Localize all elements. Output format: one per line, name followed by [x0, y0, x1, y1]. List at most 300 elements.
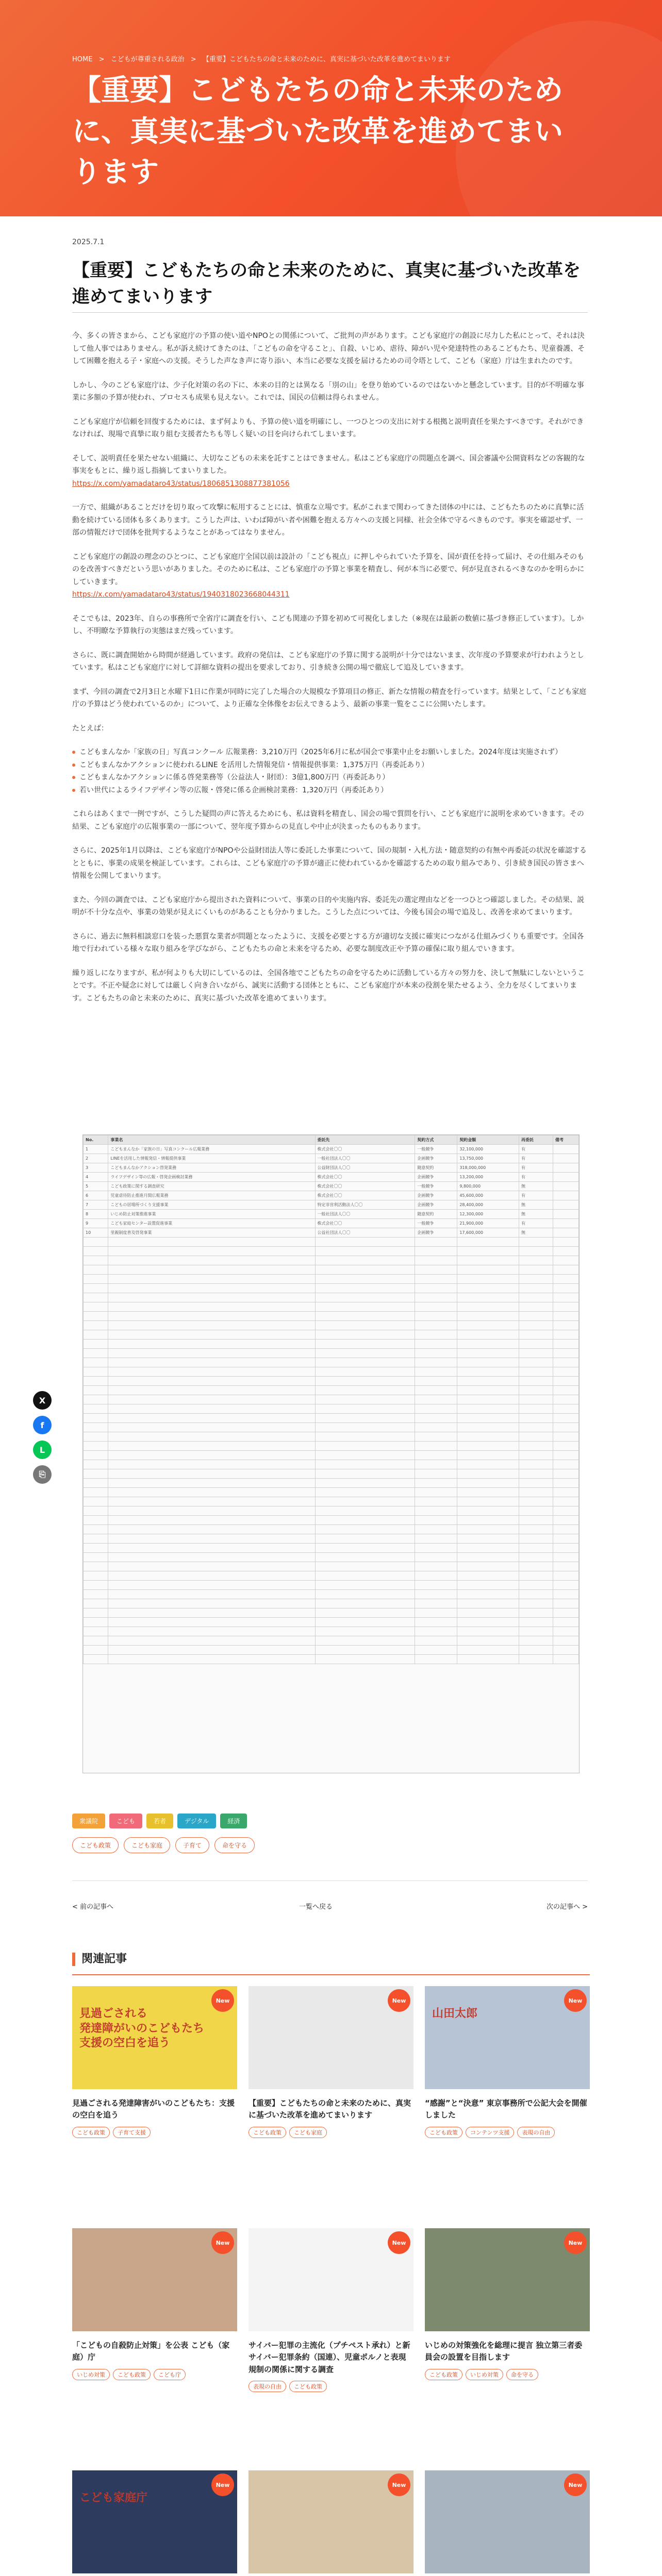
- new-badge: New: [564, 1989, 587, 2012]
- table-row: [84, 1173, 579, 1182]
- table-cell: [108, 1516, 315, 1525]
- table-cell: [415, 1460, 457, 1469]
- table-cell: [457, 1340, 519, 1349]
- twitter-link[interactable]: https://x.com/yamadataro43/status/1940318023668044311: [72, 590, 290, 599]
- table-cell: [84, 1312, 108, 1321]
- table-cell: [84, 1655, 108, 1664]
- table-cell: [84, 1544, 108, 1553]
- table-cell: 32,100,000: [457, 1145, 519, 1154]
- table-cell: [519, 1432, 553, 1442]
- table-cell: [108, 1571, 315, 1581]
- table-cell: [315, 1330, 415, 1340]
- table-cell: [84, 1349, 108, 1358]
- table-cell: [457, 1247, 519, 1256]
- tag[interactable]: 経済: [220, 1814, 247, 1828]
- budget-table: [83, 1135, 579, 1664]
- category-chip[interactable]: 子育て支援: [113, 2127, 151, 2138]
- tag[interactable]: 衆議院: [72, 1814, 105, 1828]
- category-chip[interactable]: こども家庭: [289, 2127, 327, 2138]
- table-cell: [315, 1562, 415, 1571]
- table-cell: [457, 1367, 519, 1377]
- table-row: [84, 1247, 579, 1256]
- related-thumbnail: [72, 1986, 237, 2089]
- table-cell: [108, 1655, 315, 1664]
- table-cell: 有: [519, 1145, 553, 1154]
- table-cell: 企画競争: [415, 1228, 457, 1238]
- table-cell: [415, 1618, 457, 1627]
- table-cell: [84, 1238, 108, 1247]
- table-cell: [553, 1377, 578, 1386]
- table-cell: [553, 1404, 578, 1414]
- table-cell: 3: [84, 1163, 108, 1173]
- list-item: 若い世代によるライフデザイン等の広報・啓発に係る企画検討業務：1,320万円（再委託あり）: [72, 784, 588, 797]
- table-cell: [415, 1599, 457, 1608]
- table-cell: [84, 1506, 108, 1516]
- table-cell: [415, 1386, 457, 1395]
- category-chip[interactable]: こども政策: [289, 2381, 327, 2392]
- table-cell: [457, 1423, 519, 1432]
- table-cell: [457, 1479, 519, 1488]
- table-cell: [553, 1219, 578, 1228]
- category-chip[interactable]: コンテンツ支援: [466, 2127, 514, 2138]
- table-cell: [415, 1571, 457, 1581]
- x-icon[interactable]: X: [33, 1391, 52, 1410]
- table-cell: 8: [84, 1210, 108, 1219]
- table-cell: [415, 1395, 457, 1404]
- table-cell: [315, 1432, 415, 1442]
- category-chip[interactable]: 表現の自由: [249, 2381, 286, 2392]
- table-cell: [315, 1553, 415, 1562]
- table-cell: 里親制度普及啓発事業: [108, 1228, 315, 1238]
- table-cell: 株式会社〇〇: [315, 1182, 415, 1191]
- category-chip[interactable]: 命を守る: [506, 2369, 538, 2380]
- tag[interactable]: こども: [109, 1814, 142, 1828]
- paragraph: さらに、既に調査開始から時間が経過しています。政府の発信は、こども家庭庁の予算に関する説明が十分ではないまま、次年度の予算要求が行われようとしています。私はこども家庭庁に対して詳細な資料の提出を要求しており、引き続き公開の場で徹底して追及していきます。: [72, 651, 584, 672]
- table-cell: [457, 1238, 519, 1247]
- related-card[interactable]: [249, 1986, 413, 2213]
- table-cell: 5: [84, 1182, 108, 1191]
- table-cell: [553, 1275, 578, 1284]
- related-card-tags: [425, 2369, 590, 2380]
- hero-title: 【重要】こどもたちの命と未来のために、真実に基づいた改革を進めてまいります: [72, 74, 563, 190]
- table-cell: [519, 1442, 553, 1451]
- table-cell: [315, 1581, 415, 1590]
- table-cell: [415, 1302, 457, 1312]
- table-cell: [315, 1265, 415, 1275]
- table-cell: 9,800,000: [457, 1182, 519, 1191]
- table-cell: [519, 1330, 553, 1340]
- table-cell: [108, 1423, 315, 1432]
- category-chip[interactable]: こども政策: [249, 2127, 286, 2138]
- new-badge: New: [211, 1989, 234, 2012]
- table-cell: 13,750,000: [457, 1154, 519, 1163]
- table-cell: [315, 1451, 415, 1460]
- table-row: [84, 1275, 579, 1284]
- table-row: [84, 1608, 579, 1618]
- table-cell: [553, 1627, 578, 1636]
- table-row: [84, 1497, 579, 1506]
- table-cell: [315, 1442, 415, 1451]
- category-chip[interactable]: こども政策: [425, 2127, 462, 2138]
- facebook-icon[interactable]: f: [33, 1416, 52, 1434]
- related-card-title[interactable]: “感謝”と“決意” 東京事務所で公記大会を開催しました: [425, 2098, 587, 2120]
- table-cell: [315, 1284, 415, 1293]
- table-cell: [108, 1553, 315, 1562]
- table-cell: [519, 1460, 553, 1469]
- breadcrumb-category[interactable]: こどもが尊重される政治: [110, 56, 185, 63]
- table-cell: [315, 1340, 415, 1349]
- table-cell: [315, 1377, 415, 1386]
- new-badge: New: [388, 2473, 410, 2496]
- table-cell: [84, 1386, 108, 1395]
- divider: [72, 312, 588, 313]
- table-cell: [519, 1395, 553, 1404]
- table-cell: [519, 1479, 553, 1488]
- table-cell: LINEを活用した情報発信・情報提供事業: [108, 1154, 315, 1163]
- table-cell: [108, 1386, 315, 1395]
- table-cell: [415, 1275, 457, 1284]
- table-row: [84, 1571, 579, 1581]
- table-cell: [519, 1377, 553, 1386]
- table-cell: [519, 1655, 553, 1664]
- table-cell: [108, 1590, 315, 1599]
- category-chip[interactable]: こども家庭: [124, 1837, 170, 1853]
- table-row: [84, 1627, 579, 1636]
- table-row: [84, 1321, 579, 1330]
- table-cell: [519, 1590, 553, 1599]
- table-row: [84, 1210, 579, 1219]
- next-article-link[interactable]: 次の記事へ >: [546, 1903, 588, 1911]
- table-cell: [315, 1386, 415, 1395]
- table-cell: [553, 1442, 578, 1451]
- table-cell: [519, 1404, 553, 1414]
- table-cell: [415, 1414, 457, 1423]
- table-cell: [519, 1358, 553, 1367]
- table-cell: [315, 1321, 415, 1330]
- related-card[interactable]: [425, 2228, 590, 2455]
- related-card[interactable]: [249, 2470, 413, 2576]
- table-cell: [457, 1265, 519, 1275]
- table-cell: [553, 1488, 578, 1497]
- table-cell: [415, 1497, 457, 1506]
- table-cell: [108, 1608, 315, 1618]
- related-card-title[interactable]: サイバー犯罪の主流化（プチペスト承れ）と新サイバー犯罪条約（国連）、児童ポルノと表現規制の関係に関する調査: [249, 2341, 410, 2374]
- table-cell: [553, 1163, 578, 1173]
- table-cell: [457, 1655, 519, 1664]
- table-cell: [84, 1367, 108, 1377]
- table-cell: [84, 1302, 108, 1312]
- table-cell: [415, 1451, 457, 1460]
- table-cell: [415, 1516, 457, 1525]
- table-cell: 一般競争: [415, 1145, 457, 1154]
- divider: [72, 1880, 588, 1881]
- related-grid: [72, 1986, 590, 2576]
- table-row: [84, 1460, 579, 1469]
- table-row: [84, 1386, 579, 1395]
- list-item: こどもまんなか「家族の日」写真コンクール 広報業務：3,210万円（2025年6月に私が国会で事業中止をお願いしました。2024年度は実施されず）: [72, 746, 588, 759]
- article-title: 【重要】こどもたちの命と未来のために、真実に基づいた改革を進めてまいります: [72, 260, 581, 307]
- table-cell: [415, 1506, 457, 1516]
- table-cell: [108, 1646, 315, 1655]
- table-cell: [519, 1414, 553, 1423]
- table-cell: [553, 1182, 578, 1191]
- table-cell: ライフデザイン等の広報・啓発企画検討業務: [108, 1173, 315, 1182]
- table-cell: [553, 1321, 578, 1330]
- thumbnail-text: 見過ごされる 発達障がいのこどもたち 支援の空白を追う: [79, 2007, 205, 2050]
- table-cell: [553, 1293, 578, 1302]
- tag[interactable]: デジタル: [177, 1814, 216, 1828]
- table-cell: 有: [519, 1219, 553, 1228]
- table-cell: [84, 1497, 108, 1506]
- table-row: [84, 1182, 579, 1191]
- paragraph: まず、今回の調査で2月3日と水曜下1日に作業が同時に完了した場合の大規模な予算項目の修正、新たな情報の精査を行っています。結果として、「こども家庭庁の予算はどう使われているのか」について、より正確な全体像をお伝えできるよう、最新の事業一覧をここに公開いたします。: [72, 687, 587, 708]
- category-chip[interactable]: こども庁: [154, 2369, 186, 2380]
- related-thumbnail: [72, 2228, 237, 2331]
- table-cell: 13,200,000: [457, 1173, 519, 1182]
- table-cell: [315, 1423, 415, 1432]
- table-cell: 12,300,000: [457, 1210, 519, 1219]
- table-cell: [457, 1608, 519, 1618]
- table-cell: [84, 1265, 108, 1275]
- table-cell: [457, 1377, 519, 1386]
- paragraph: 一方で、組織があることだけを切り取って攻撃に転用することには、慎重な立場です。私がこれまで関わってきた団体の中には、こどもたちのために真摯に活動を続けている団体も多くあります。こうした声は、いわば障がい者や困難を抱える方々への支援と同様、社会全体で守るべきものです。事実を確認せず、一部の情報だけで団体を批判するようなことがあってはなりません。: [72, 503, 584, 537]
- table-row: [84, 1219, 579, 1228]
- related-heading: 関連記事: [72, 1953, 127, 1966]
- table-cell: [457, 1469, 519, 1479]
- table-cell: [553, 1497, 578, 1506]
- table-cell: 4: [84, 1173, 108, 1182]
- table-cell: [84, 1599, 108, 1608]
- table-cell: [457, 1516, 519, 1525]
- table-cell: [84, 1479, 108, 1488]
- table-cell: [108, 1265, 315, 1275]
- table-cell: [108, 1627, 315, 1636]
- table-cell: 9: [84, 1219, 108, 1228]
- table-row: [84, 1238, 579, 1247]
- budget-table-image: [82, 1134, 580, 1773]
- back-to-list-link[interactable]: 一覧へ戻る: [299, 1903, 333, 1911]
- table-cell: [553, 1330, 578, 1340]
- paragraph: 繰り返しになりますが、私が何よりも大切にしているのは、全国各地でこどもたちの命を守るために活動している方々の努力を、決して無駄にしないということです。不正や疑念に対しては厳しく向き合いながら、誠実に活動する団体とともに、こども家庭庁が本来の役割を果たせるよう、全力を尽くしてまいります。こどもたちの命と未来のために、真実に基づいた改革を進めてまいります。: [72, 969, 585, 1003]
- table-header: 再委託: [519, 1136, 553, 1145]
- table-cell: [457, 1442, 519, 1451]
- related-card-title[interactable]: 「こどもの自殺防止対策」を公表 こども（家庭）庁: [72, 2341, 230, 2362]
- table-cell: [553, 1646, 578, 1655]
- table-cell: [315, 1479, 415, 1488]
- table-cell: [315, 1293, 415, 1302]
- table-cell: [457, 1293, 519, 1302]
- table-cell: [457, 1395, 519, 1404]
- table-cell: [108, 1534, 315, 1544]
- related-card[interactable]: [425, 1986, 590, 2213]
- table-cell: [553, 1173, 578, 1182]
- related-card[interactable]: [249, 2228, 413, 2455]
- table-cell: [457, 1506, 519, 1516]
- category-chip[interactable]: こども政策: [113, 2369, 151, 2380]
- table-cell: [315, 1238, 415, 1247]
- tag[interactable]: 若者: [146, 1814, 173, 1828]
- table-cell: 一般社団法人〇〇: [315, 1210, 415, 1219]
- table-cell: [415, 1479, 457, 1488]
- table-cell: [519, 1256, 553, 1265]
- table-cell: [315, 1534, 415, 1544]
- table-cell: [519, 1636, 553, 1646]
- category-chip[interactable]: こども政策: [72, 2127, 110, 2138]
- table-cell: [415, 1312, 457, 1321]
- table-cell: [519, 1599, 553, 1608]
- table-cell: [553, 1460, 578, 1469]
- table-cell: [553, 1562, 578, 1571]
- table-cell: 無: [519, 1228, 553, 1238]
- table-cell: [315, 1608, 415, 1618]
- related-card-title[interactable]: 【重要】こどもたちの命と未来のために、真実に基づいた改革を進めてまいります: [249, 2098, 411, 2120]
- category-chip[interactable]: いじめ対策: [466, 2369, 503, 2380]
- table-cell: 6: [84, 1191, 108, 1200]
- table-row: [84, 1553, 579, 1562]
- table-cell: [415, 1608, 457, 1618]
- related-card-title[interactable]: 見過ごされる発達障害がいのこどもたち：支援の空白を追う: [72, 2098, 235, 2120]
- paragraph: これらはあくまで一例ですが、こうした疑問の声に答えるためにも、私は資料を精査し、国会の場で質問を行い、こども家庭庁に説明を求めていきます。その結果、こども家庭庁の広報事業の一部について、翌年度予算からの見直しや中止が決まったものもあります。: [72, 810, 584, 831]
- table-cell: [519, 1646, 553, 1655]
- table-row: [84, 1256, 579, 1265]
- paragraph: 今、多くの皆さまから、こども家庭庁の予算の使い道やNPOとの関係について、ご批判の声があります。こども家庭庁の創設に尽力した私にとって、それは決して他人事ではありません。私が訴え続けてきたのは、「こどもの命を守ること」、自殺、いじめ、虐待、障がい児や発達特性のあるこどもたち、児童養護、そして困難を抱える子・家庭への支援。そうした声なき声に寄り添い、本当に必要な支援を届けるための司令塔として、こども（家庭）庁は生まれたのです。: [72, 332, 585, 365]
- related-thumbnail: [425, 2228, 590, 2331]
- table-cell: [457, 1358, 519, 1367]
- category-chip[interactable]: 表現の自由: [517, 2127, 555, 2138]
- related-thumbnail: [249, 2228, 413, 2331]
- table-cell: [519, 1451, 553, 1460]
- table-cell: 児童虐待防止推進月間広報業務: [108, 1191, 315, 1200]
- table-cell: [315, 1256, 415, 1265]
- category-chip[interactable]: こども政策: [425, 2369, 462, 2380]
- table-cell: [457, 1544, 519, 1553]
- table-cell: [108, 1432, 315, 1442]
- table-row: [84, 1145, 579, 1154]
- table-cell: [415, 1256, 457, 1265]
- related-thumbnail: [72, 2470, 237, 2573]
- table-cell: [519, 1516, 553, 1525]
- paragraph: さらに、2025年1月以降は、こども家庭庁がNPOや公益財団法人等に委託した事業について、国の規制・入札方法・随意契約の有無や再委託の状況を確認するとともに、事業の成果を検証しています。これらは、こども家庭庁の予算が適正に使われているかを確認するための取り組みであり、引き続き国民の皆さまへ情報を公開してまいります。: [72, 846, 587, 880]
- table-cell: [415, 1488, 457, 1497]
- table-cell: [415, 1525, 457, 1534]
- related-card-tags: [425, 2127, 590, 2138]
- table-cell: [415, 1377, 457, 1386]
- related-thumbnail: [249, 1986, 413, 2089]
- copy-link-icon[interactable]: ⎘: [33, 1465, 52, 1484]
- table-cell: [457, 1330, 519, 1340]
- related-card[interactable]: [72, 1986, 237, 2213]
- table-cell: [108, 1330, 315, 1340]
- line-icon[interactable]: L: [33, 1440, 52, 1459]
- table-cell: [315, 1247, 415, 1256]
- table-cell: [415, 1265, 457, 1275]
- table-cell: [415, 1340, 457, 1349]
- table-cell: [84, 1534, 108, 1544]
- table-cell: [415, 1655, 457, 1664]
- table-cell: [457, 1497, 519, 1506]
- table-cell: [553, 1655, 578, 1664]
- table-cell: [519, 1469, 553, 1479]
- table-cell: いじめ防止対策推進事業: [108, 1210, 315, 1219]
- table-cell: [457, 1488, 519, 1497]
- table-cell: [108, 1377, 315, 1386]
- twitter-link[interactable]: https://x.com/yamadataro43/status/1806851308877381056: [72, 479, 290, 488]
- paragraph: そこでもは、2023年、自らの事務所で全省庁に調査を行い、こども関連の予算を初めて可視化しました（※現在は最新の数値に基づき修正しています）。しかし、不明瞭な予算執行の実態はまだ残っています。: [72, 614, 584, 635]
- category-chip[interactable]: いじめ対策: [72, 2369, 110, 2380]
- table-header: 事業名: [108, 1136, 315, 1145]
- table-cell: [415, 1293, 457, 1302]
- table-cell: [315, 1646, 415, 1655]
- category-chip[interactable]: 子育て: [175, 1837, 209, 1853]
- table-cell: こどもまんなか「家族の日」写真コンクール広報業務: [108, 1145, 315, 1154]
- table-cell: [553, 1358, 578, 1367]
- table-cell: [519, 1562, 553, 1571]
- category-chip[interactable]: 命を守る: [214, 1837, 255, 1853]
- table-cell: [108, 1414, 315, 1423]
- table-row: [84, 1506, 579, 1516]
- table-cell: [415, 1247, 457, 1256]
- table-cell: [415, 1636, 457, 1646]
- article-body: [72, 330, 588, 1016]
- table-cell: [519, 1627, 553, 1636]
- table-cell: [457, 1256, 519, 1265]
- related-card[interactable]: [72, 2470, 237, 2576]
- related-card-tags: [72, 2127, 237, 2138]
- category-chip[interactable]: こども政策: [72, 1837, 119, 1853]
- related-card[interactable]: [72, 2228, 237, 2455]
- table-cell: [108, 1599, 315, 1608]
- table-row: [84, 1404, 579, 1414]
- breadcrumb-home[interactable]: HOME: [72, 56, 93, 63]
- paragraph: また、今回の調査では、こども家庭庁から提出された資料について、事業の目的や実施内容、委託先の選定理由などを一つひとつ確認しました。その結果、説明が不十分な点や、事業の効果が見えにくいものがあることも分かりました。こうした点については、今後も国会の場で追及し、改善を求めてまいります。: [72, 895, 585, 917]
- table-cell: [108, 1284, 315, 1293]
- table-cell: [457, 1386, 519, 1395]
- related-card-title[interactable]: いじめの対策強化を総理に提言 独立第三者委員会の設置を目指します: [425, 2341, 583, 2362]
- new-badge: New: [564, 2231, 587, 2254]
- table-cell: [84, 1423, 108, 1432]
- thumbnail-text: こども家庭庁: [79, 2492, 148, 2504]
- table-cell: [415, 1238, 457, 1247]
- table-cell: [315, 1302, 415, 1312]
- table-cell: [415, 1581, 457, 1590]
- table-cell: [84, 1377, 108, 1386]
- table-cell: [108, 1404, 315, 1414]
- table-cell: こどもまんなかアクション啓発業務: [108, 1163, 315, 1173]
- table-cell: 10: [84, 1228, 108, 1238]
- table-cell: [315, 1636, 415, 1646]
- table-cell: 45,600,000: [457, 1191, 519, 1200]
- table-cell: [84, 1442, 108, 1451]
- related-card[interactable]: [425, 2470, 590, 2576]
- prev-article-link[interactable]: < 前の記事へ: [72, 1903, 114, 1911]
- table-cell: 随意契約: [415, 1210, 457, 1219]
- table-cell: [457, 1599, 519, 1608]
- table-cell: [553, 1349, 578, 1358]
- table-cell: [553, 1247, 578, 1256]
- table-cell: [108, 1544, 315, 1553]
- table-cell: 17,600,000: [457, 1228, 519, 1238]
- table-cell: 2: [84, 1154, 108, 1163]
- table-header: 契約金額: [457, 1136, 519, 1145]
- table-cell: [553, 1581, 578, 1590]
- table-cell: [457, 1451, 519, 1460]
- table-cell: [108, 1479, 315, 1488]
- table-row: [84, 1312, 579, 1321]
- table-cell: [84, 1395, 108, 1404]
- table-cell: [553, 1571, 578, 1581]
- table-cell: [84, 1581, 108, 1590]
- table-cell: [457, 1460, 519, 1469]
